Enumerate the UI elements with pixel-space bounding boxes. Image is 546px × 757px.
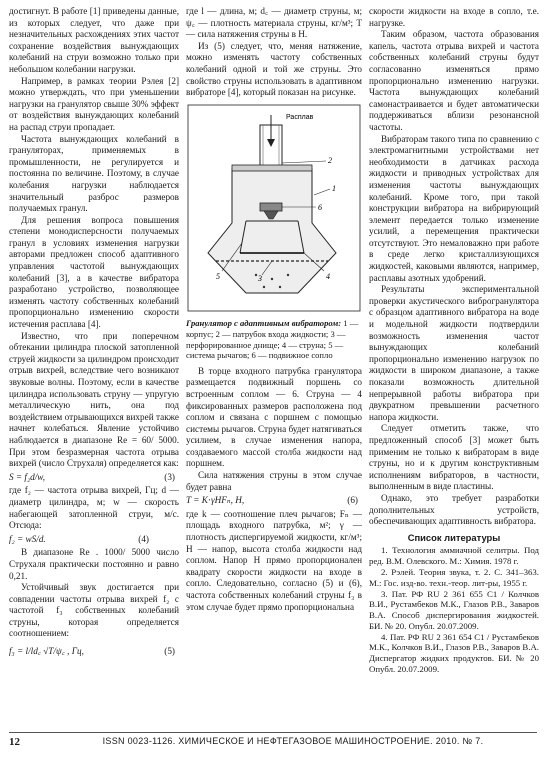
- paragraph: где k — соотношение плеч рычагов; Fₙ — площадь входного патрубка, м²; γ — плотность диспергируемой жидкости, кг/м³; H — напор, высота столба жидкости над соплом. Напор H прямо пропорционален квадрату скорости жидкости на входе в сопло. Следовательно, согласно (5) и (6), частота собственных колебаний струны f₃ в этом случае будет прямо пропорциональна: [186, 508, 362, 612]
- figure-label-melt: Расплав: [286, 113, 314, 121]
- page-number: 12: [9, 736, 20, 748]
- figure-number-6: 6: [318, 202, 322, 212]
- paragraph: Известно, что при поперечном обтекании цилиндра плоской затопленной струей жидкости за цилиндром происходит отрыв вихрей, вследствие чего возникают звуковые волны. Поэтому, если в качестве цилиндра использовать струну — упругую металлическую нить, она под воздействием отрывающихся вихрей также начнет колебаться. Явление устойчиво наблюдается в диапазоне Re = 60/ 5000. При этом безразмерная частота отрыва вихрей (число Струхаля) определяется как:: [9, 330, 179, 469]
- equation-text: f₃ = l/ld꜀ √T/ψ꜀ , Гц,: [9, 646, 84, 657]
- granulator-diagram: [186, 103, 362, 313]
- equation-5: [9, 646, 179, 658]
- equation-text: S = f₂d/w,: [9, 471, 46, 482]
- equation-3: [9, 472, 179, 484]
- granulator-figure: [186, 103, 362, 317]
- equation-number: (6): [347, 495, 358, 506]
- equation-text: T = K⋅γHFₙ, Н,: [186, 495, 245, 506]
- page-footer: [9, 732, 537, 748]
- equation-number: (4): [138, 533, 149, 544]
- paragraph: где l — длина, м; d꜀ — диаметр струны, м; ψ꜀ — плотность материала струны, кг/м³; T — сила натяжения струны в Н.: [186, 6, 362, 40]
- equation-text: f₂ = wS/d.: [9, 533, 46, 544]
- paragraph: В торце входного патрубка гранулятора размещается подвижный поршень со встроенным соплом — 6. Струна — 4 фиксированных размеров расположена под соплом и связана с поршнем с помощью системы рычагов. Струна будет натягиваться усилием, в случае изменения напора, создаваемого массой столба жидкости над поршнем.: [186, 365, 362, 469]
- caption-title: Гранулятор с адаптивным вибратором:: [186, 318, 342, 329]
- column-2: [186, 6, 362, 613]
- column-3: [369, 6, 539, 675]
- paragraph: Устойчивый звук достигается при совпадении частоты отрыва вихрей f₂ с частотой f₃ собственных колебаний струны, которая определяется соотношением:: [9, 582, 179, 639]
- figure-number-1: 1: [332, 183, 336, 193]
- reference-item: 2. Рэлей. Теория звука, т. 2. С. 341–363. М.: Гос. изд-во. техн.-теор. лит-ры, 1955 г.: [369, 566, 539, 588]
- paragraph: Для решения вопроса повышения степени монодисперсности получаемых гранул в условиях изменения нагрузки авторами предложен способ адаптивного управления частотой вынуждающих колебаний [3], а в качестве вибратора разработано устройство, позволяющее изменять частоту собственных колебаний пропорционально изменению скорости истечения расплава [4].: [9, 214, 179, 330]
- paragraph: скорости жидкости на входе в сопло, т.е. нагрузке.: [369, 6, 539, 28]
- paragraph: В диапазоне Re . 1000/ 5000 число Струхаля практически постоянно и равно 0,21.: [9, 547, 179, 581]
- figure-number-4: 4: [326, 271, 330, 281]
- paragraph: Однако, это требует разработки дополнительных устройств, обеспечивающих адаптивность вибратора.: [369, 492, 539, 527]
- paragraph: Из (5) следует, что, меняя натяжение, можно изменять частоту собственных колебаний одной и той же струны. Это свойство струны использовать в адаптивном вибраторе [4], который показан на рисунке.: [186, 40, 362, 98]
- column-1: [9, 6, 179, 660]
- figure-caption: [186, 318, 362, 360]
- paragraph: достигнут. В работе [1] приведены данные, из которых следует, что даже при незначительных расхождениях этих частот сохранение воздействия вынуждающих колебаний на струи возможно только при небольшом колебании нагрузки.: [9, 6, 179, 74]
- journal-info: ISSN 0023-1126. ХИМИЧЕСКОЕ И НЕФТЕГАЗОВОЕ МАШИНОСТРОЕНИЕ. 2010. № 7.: [102, 736, 484, 746]
- reference-item: 4. Пат. РФ RU 2 361 654 C1 / Рустамбеков М.К., Колчков В.И., Глазов Р.В., Заваров В.А. Диспергатор жидких продуктов. БИ. № 20 Опубл. 20.07.2009.: [369, 631, 539, 675]
- equation-number: (3): [164, 471, 175, 482]
- figure-number-5: 5: [216, 271, 220, 281]
- figure-number-2: 2: [328, 155, 332, 165]
- paragraph: Таким образом, частота образования капель, частота отрыва вихрей и частота собственных колебаний струны будут согласованно изменяться прямо пропорционально изменению нагрузки. Частота вынуждающих колебаний самонастраивается и будет автоматически поддерживаться вблизи резонансной частоты.: [369, 29, 539, 132]
- references-title: Список литературы: [407, 531, 501, 543]
- paragraph: Вибраторам такого типа по сравнению с электромагнитными устройствами нет необходимости в датчиках расхода жидкости и приводных устройствах для изменения частоты вынуждающих колебаний. Кроме того, при такой конструкции вибратора на вибрирующий элемент передается только изменение усилий, а перемещения практически отсутствуют. Это немаловажно при работе в среде легко кристаллизующихся жидкостей, каковыми являются, например, расплавы азотных удобрений.: [369, 133, 539, 283]
- equation-4: [9, 534, 179, 546]
- paragraph: Следует отметить также, что предложенный способ [3] может быть применим не только к вибраторам в виде струны, но и к другим конструктивным исполнениям вибраторов, в частности, выполненным в виде пластины.: [369, 423, 539, 492]
- equation-6: [186, 495, 362, 507]
- paragraph: Частота вынуждающих колебаний в грануляторах, применяемых в промышленности, не регулируется и постоянна по величине. Поэтому, в случае колебания нагрузки наблюдается значительный разброс размеров получаемых гранул.: [9, 133, 179, 214]
- paragraph: Результаты экспериментальной проверки акустического виброгранулятора с образцом адаптивного вибратора на воде и модельной жидкости подтвердили возможность изменения частот вынуждающих колебаний пропорционально изменению нагрузок по жидкости в широком диапазоне, а также показали возможность длительной непрерывной работы вибратора при двукратном превышении расчетного напора жидкости.: [369, 284, 539, 422]
- reference-item: 3. Пат. РФ RU 2 361 655 C1 / Колчков В.И., Рустамбеков М.К., Глазов Р.В., Заваров В.А. Способ диспергирования жидкостей. БИ. № 20. Опубл. 20.07.2009.: [369, 588, 539, 631]
- paragraph: Сила натяжения струны в этом случае будет равна: [186, 470, 362, 492]
- equation-number: (5): [164, 646, 175, 657]
- caption-text: 1 — корпус; 2 — патрубок входа жидкости; 3 — перфорированное днище; 4 — струна; 5 — система рычагов; 6 — подвижное сопло: [186, 318, 359, 361]
- paragraph: где f₂ — частота отрыва вихрей, Гц; d — диаметр цилиндра, м; w — скорость набегающей затопленной струи, м/с. Отсюда:: [9, 485, 179, 531]
- paragraph: Например, в рамках теории Рэлея [2] можно утверждать, что при уменьшении нагрузки на гранулятор свыше 30% эффект от воздействия вынуждающих колебаний на распад струи пропадает.: [9, 75, 179, 132]
- reference-item: 1. Технология аммиачной селитры. Под ред. В.М. Олевского. М.: Химия. 1978 г.: [369, 545, 539, 567]
- figure-number-3: 3: [258, 273, 262, 283]
